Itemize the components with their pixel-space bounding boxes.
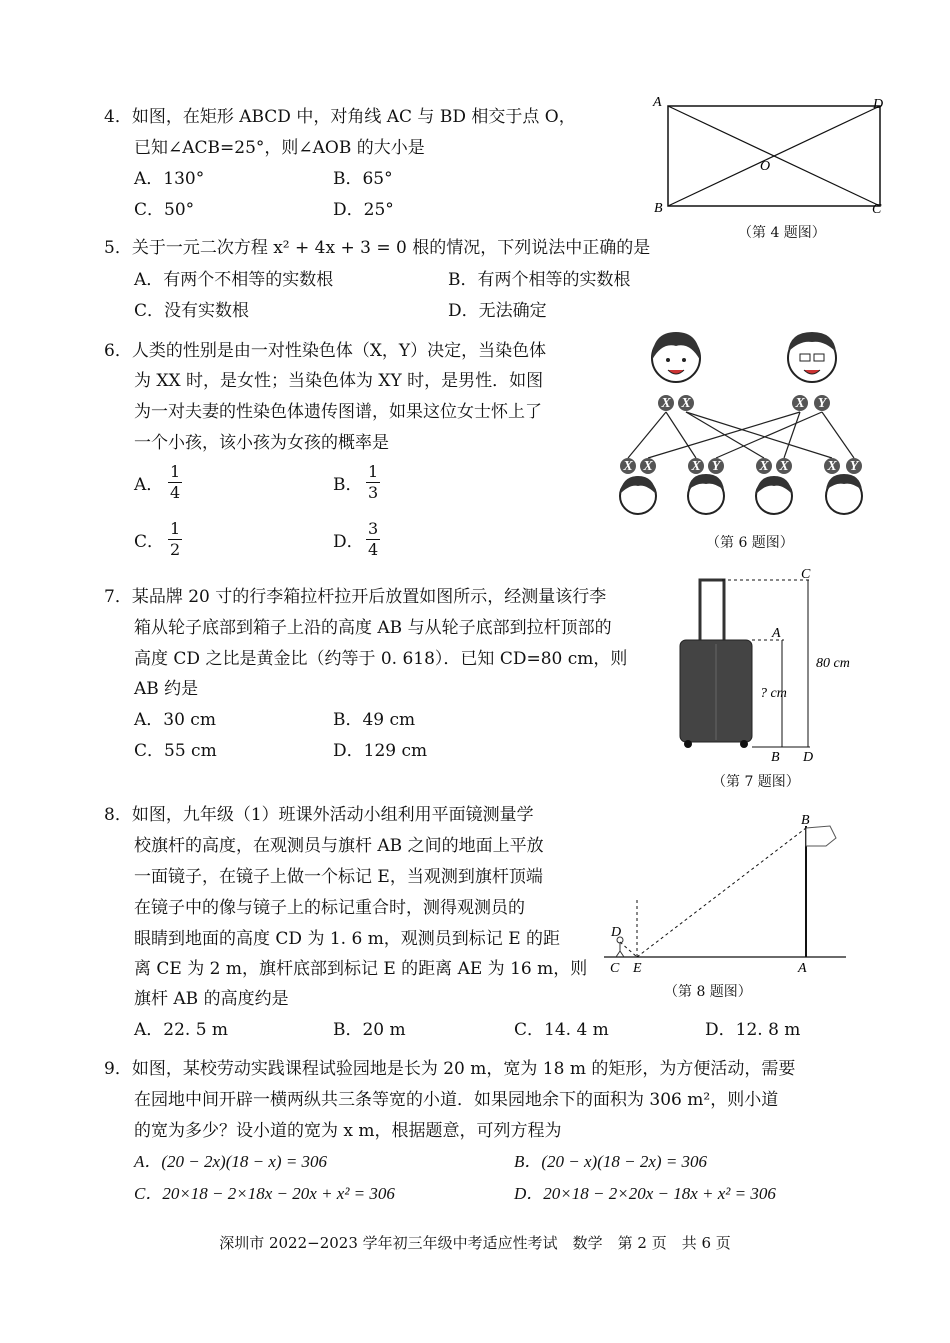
q7-stem-4: AB 约是 [134,679,199,699]
q9-option-c: C．20×18 − 2×18x − 20x + x² = 306 [134,1184,395,1203]
q6-option-d-fraction: $\frac{3}{4}$ [368,519,379,559]
label-a: A [653,95,662,110]
q6-option-b-letter: B． [333,475,363,495]
q7-caption: （第 7 题图） [712,774,800,790]
q6-option-b-fraction: $\frac{1}{3}$ [368,462,379,502]
q9-stem-3: 的宽为多少？设小道的宽为 x m，根据题意，可列方程为 [134,1121,562,1141]
label-d: D [611,925,622,940]
svg-text:Y: Y [849,459,859,474]
label-b: B [771,750,780,765]
svg-text:X: X [779,459,789,474]
q7-stem-1: 7．某品牌 20 寸的行李箱拉杆拉开后放置如图所示，经测量该行李 [104,587,607,607]
q6-stem-3: 为一对夫妻的性染色体遗传图谱，如果这位女士怀上了 [134,402,542,422]
q9-option-d: D．20×18 − 2×20x − 18x + x² = 306 [514,1184,776,1203]
svg-text:X: X [623,459,633,474]
q6-stem-2: 为 XX 时，是女性；当染色体为 XY 时，是男性．如图 [134,371,544,391]
q8-option-b: B．20 m [333,1020,406,1040]
q8-stem-4: 在镜子中的像与镜子上的标记重合时，测得观测员的 [134,898,525,918]
q7-option-d: D．129 cm [333,741,428,761]
label-d: D [803,750,814,765]
label-b: B [654,201,663,216]
q6-option-a-fraction: $\frac{1}{4}$ [170,462,181,502]
svg-text:X: X [759,459,769,474]
q5-stem: 5．关于一元二次方程 x² + 4x + 3 = 0 根的情况，下列说法中正确的是 [104,238,651,258]
q5-option-d: D．无法确定 [448,301,547,321]
svg-text:X: X [681,396,691,411]
observer-icon [616,937,624,957]
svg-text:Y: Y [817,396,827,411]
q9-stem-1: 9．如图，某校劳动实践课程试验园地是长为 20 m，宽为 18 m 的矩形，为方便活动，需要 [104,1059,796,1079]
flag-icon [806,826,836,846]
label-b: B [801,813,810,828]
q7-stem-3: 高度 CD 之比是黄金比（约等于 0. 618）．已知 CD=80 cm，则 [134,649,628,669]
q4-option-a: A．130° [134,169,205,189]
q8-stem-7: 旗杆 AB 的高度约是 [134,989,289,1009]
label-c: C [610,961,620,976]
q4-stem-1: 4．如图，在矩形 ABCD 中，对角线 AC 与 BD 相交于点 O， [104,107,576,127]
q8-option-d: D．12. 8 m [705,1020,801,1040]
q6-caption: （第 6 题图） [706,535,794,551]
q6-option-c-letter: C． [134,532,165,552]
q5-option-b: B．有两个相等的实数根 [448,270,631,290]
label-e: E [633,961,642,976]
label-o: O [760,159,771,174]
q8-option-a: A．22. 5 m [134,1020,229,1040]
q4-stem-2: 已知∠ACB=25°，则∠AOB 的大小是 [134,138,425,158]
q6-option-d-letter: D． [333,532,364,552]
q8-caption: （第 8 题图） [664,984,752,1000]
q7-option-c: C．55 cm [134,741,217,761]
q6-stem-4: 一个小孩，该小孩为女孩的概率是 [134,433,389,453]
label-d: D [873,97,884,112]
q9-option-b: B．(20 − x)(18 − 2x) = 306 [514,1152,708,1171]
q8-stem-1: 8．如图，九年级（1）班课外活动小组利用平面镜测量学 [104,805,534,825]
label-c: C [872,202,882,217]
svg-text:Y: Y [711,459,721,474]
q9-option-a: A．(20 − 2x)(18 − x) = 306 [134,1152,328,1171]
q8-option-c: C．14. 4 m [514,1020,609,1040]
svg-text:X: X [643,459,653,474]
q6-option-a-letter: A． [134,475,164,495]
q6-option-c-fraction: $\frac{1}{2}$ [170,519,181,559]
svg-text:X: X [795,396,805,411]
q6-stem-1: 6．人类的性别是由一对性染色体（X，Y）决定，当染色体 [104,341,547,361]
q7-option-b: B．49 cm [333,710,416,730]
label-a: A [798,961,807,976]
q5-option-a: A．有两个不相等的实数根 [134,270,334,290]
label-a: A [772,626,781,641]
q8-stem-3: 一面镜子，在镜子上做一个标记 E，当观测到旗杆顶端 [134,867,543,887]
q9-stem-2: 在园地中间开辟一横两纵共三条等宽的小道．如果园地余下的面积为 306 m²，则小道 [134,1090,779,1110]
svg-text:X: X [691,459,701,474]
q8-stem-2: 校旗杆的高度，在观测员与旗杆 AB 之间的地面上平放 [134,836,544,856]
q7-stem-2: 箱从轮子底部到箱子上沿的高度 AB 与从轮子底部到拉杆顶部的 [134,618,612,638]
q7-option-a: A．30 cm [134,710,216,730]
q4-option-c: C．50° [134,200,195,220]
q8-stem-5: 眼睛到地面的高度 CD 为 1. 6 m，观测员到标记 E 的距 [134,929,561,949]
page-footer: 深圳市 2022−2023 学年初三年级中考适应性考试 数学 第 2 页 共 6 页 [219,1234,731,1252]
q5-option-c: C．没有实数根 [134,301,250,321]
svg-text:X: X [661,396,671,411]
q8-stem-6: 离 CE 为 2 m，旗杆底部到标记 E 的距离 AE 为 16 m，则 [134,959,588,979]
label-c: C [801,567,811,582]
q4-option-b: B．65° [333,169,393,189]
ab-length-label: ? cm [760,686,787,701]
cd-length-label: 80 cm [816,656,850,671]
svg-text:X: X [827,459,837,474]
q4-option-d: D．25° [333,200,394,220]
q4-caption: （第 4 题图） [738,225,826,241]
